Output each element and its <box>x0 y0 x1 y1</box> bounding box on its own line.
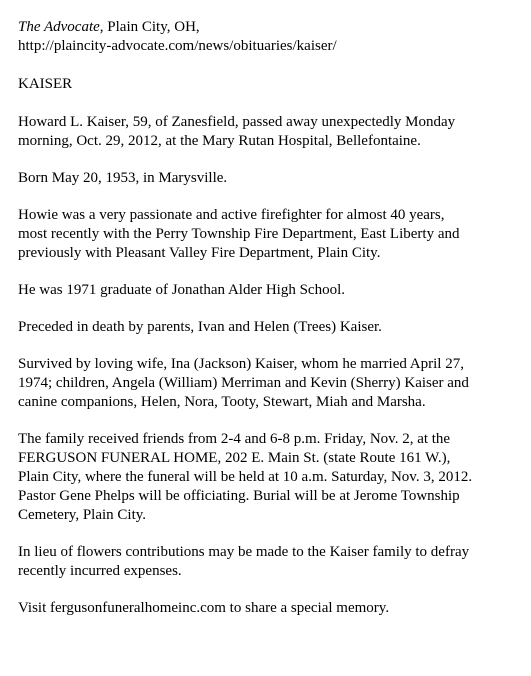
source-line <box>18 18 523 37</box>
obituary-paragraph <box>18 430 523 525</box>
paragraph-line: The family received friends from 2-4 and 6-8 p.m. Friday, Nov. 2, at the <box>18 431 451 447</box>
paragraph-line: Visit fergusonfuneralhomeinc.com to share a special memory. <box>18 600 390 616</box>
obituary-title: KAISER <box>18 76 73 92</box>
paragraph-line: 1974; children, Angela (William) Merriman and Kevin (Sherry) Kaiser and <box>18 375 469 391</box>
source-header <box>18 18 523 56</box>
obituary-paragraph <box>18 206 523 263</box>
obituary-paragraph <box>18 318 523 337</box>
paragraph-line: Plain City, where the funeral will be held at 10 a.m. Saturday, Nov. 3, 2012. <box>18 469 473 485</box>
paragraph-line: In lieu of flowers contributions may be made to the Kaiser family to defray <box>18 544 470 560</box>
publication-location: , Plain City, OH, <box>99 19 200 35</box>
obituary-paragraph <box>18 355 523 412</box>
obituary-paragraph <box>18 113 523 151</box>
obituary-body <box>18 113 523 618</box>
source-url: http://plaincity-advocate.com/news/obituaries/kaiser/ <box>18 38 337 54</box>
paragraph-line: previously with Pleasant Valley Fire Department, Plain City. <box>18 245 381 261</box>
paragraph-line: Preceded in death by parents, Ivan and Helen (Trees) Kaiser. <box>18 319 382 335</box>
paragraph-line: Pastor Gene Phelps will be officiating. Burial will be at Jerome Township <box>18 488 460 504</box>
publication-name: The Advocate <box>18 19 100 35</box>
paragraph-line: FERGUSON FUNERAL HOME, 202 E. Main St. (state Route 161 W.), <box>18 450 451 466</box>
obituary-paragraph <box>18 169 523 188</box>
obituary-paragraph <box>18 281 523 300</box>
paragraph-line: Cemetery, Plain City. <box>18 507 147 523</box>
paragraph-line: most recently with the Perry Township Fire Department, East Liberty and <box>18 226 460 242</box>
paragraph-line: morning, Oct. 29, 2012, at the Mary Rutan Hospital, Bellefontaine. <box>18 133 421 149</box>
paragraph-line: canine companions, Helen, Nora, Tooty, Stewart, Miah and Marsha. <box>18 394 426 410</box>
paragraph-line: He was 1971 graduate of Jonathan Alder High School. <box>18 282 346 298</box>
obituary-document <box>18 18 523 636</box>
paragraph-line: Howard L. Kaiser, 59, of Zanesfield, passed away unexpectedly Monday <box>18 114 456 130</box>
paragraph-line: Survived by loving wife, Ina (Jackson) Kaiser, whom he married April 27, <box>18 356 464 372</box>
obituary-paragraph <box>18 599 523 618</box>
paragraph-line: Born May 20, 1953, in Marysville. <box>18 170 228 186</box>
paragraph-line: recently incurred expenses. <box>18 563 182 579</box>
obituary-paragraph <box>18 543 523 581</box>
paragraph-line: Howie was a very passionate and active firefighter for almost 40 years, <box>18 207 445 223</box>
